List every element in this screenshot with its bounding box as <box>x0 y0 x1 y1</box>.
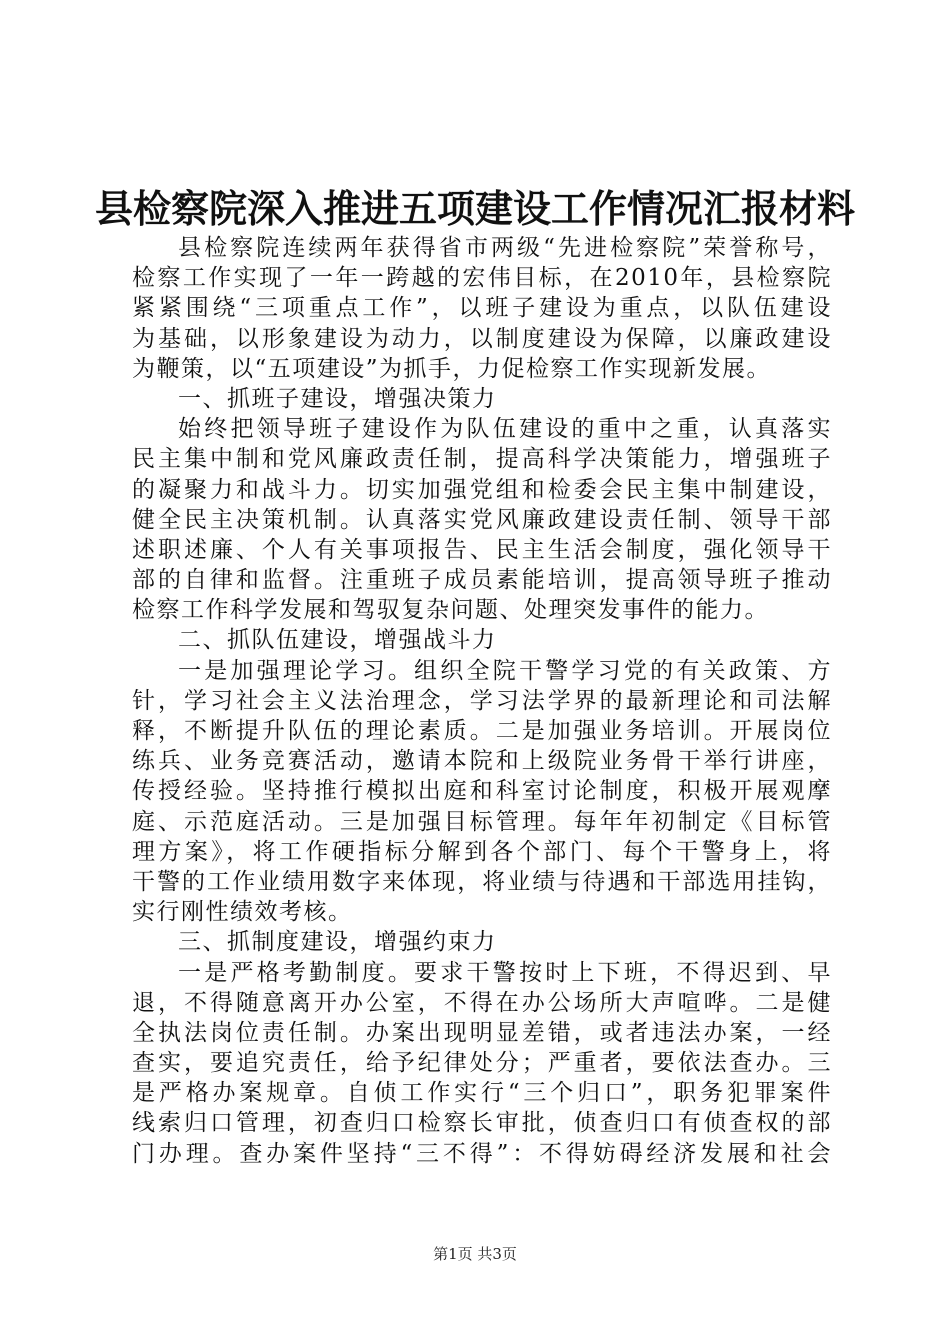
section-heading: 三、抓制度建设，增强约束力 <box>178 929 497 956</box>
text-line: 实行刚性绩效考核。 <box>132 899 353 926</box>
text-line: 为基础，以形象建设为动力，以制度建设为保障，以廉政建设 <box>132 325 832 352</box>
page-footer: 第1页 共3页 <box>433 1245 517 1263</box>
text-line: 检察工作实现了一年一跨越的宏伟目标，在2010年，县检察院 <box>132 265 832 292</box>
text-line: 述职述廉、个人有关事项报告、民主生活会制度，强化领导干 <box>132 536 832 563</box>
text-line: 门办理。查办案件坚持“三不得”：不得妨碍经济发展和社会 <box>132 1140 832 1167</box>
text-line: 干警的工作业绩用数字来体现，将业绩与待遇和干部选用挂钩， <box>132 868 832 895</box>
text-line: 退，不得随意离开办公室，不得在办公场所大声喧哗。二是健 <box>132 989 832 1016</box>
section-heading: 二、抓队伍建设，增强战斗力 <box>178 627 497 654</box>
text-line: 一是严格考勤制度。要求干警按时上下班，不得迟到、早 <box>178 959 832 986</box>
text-line: 庭、示范庭活动。三是加强目标管理。每年年初制定《目标管 <box>132 808 832 835</box>
text-line: 是严格办案规章。自侦工作实行“三个归口”，职务犯罪案件 <box>132 1080 832 1107</box>
text-line: 一是加强理论学习。组织全院干警学习党的有关政策、方 <box>178 657 832 684</box>
text-line: 传授经验。坚持推行模拟出庭和科室讨论制度，积极开展观摩 <box>132 778 832 805</box>
text-line: 民主集中制和党风廉政责任制，提高科学决策能力，增强班子 <box>132 446 832 473</box>
text-line: 线索归口管理，初查归口检察长审批，侦查归口有侦查权的部 <box>132 1110 832 1137</box>
text-line: 查实，要追究责任，给予纪律处分；严重者，要依法查办。三 <box>132 1050 832 1077</box>
text-line: 练兵、业务竞赛活动，邀请本院和上级院业务骨干举行讲座， <box>132 748 832 775</box>
text-line: 县检察院连续两年获得省市两级“先进检察院”荣誉称号， <box>178 235 832 261</box>
text-line: 健全民主决策机制。认真落实党风廉政建设责任制、领导干部 <box>132 506 832 533</box>
text-line: 针，学习社会主义法治理念，学习法学界的最新理论和司法解 <box>132 687 832 714</box>
text-line: 始终把领导班子建设作为队伍建设的重中之重，认真落实 <box>178 416 832 443</box>
document-body <box>132 233 832 1169</box>
text-line: 为鞭策，以“五项建设”为抓手，力促检察工作实现新发展。 <box>132 355 772 382</box>
text-line: 释，不断提升队伍的理论素质。二是加强业务培训。开展岗位 <box>132 718 832 744</box>
text-line: 理方案》，将工作硬指标分解到各个部门、每个干警身上，将 <box>132 838 832 865</box>
text-line: 部的自律和监督。注重班子成员素能培训，提高领导班子推动 <box>132 567 832 594</box>
text-line: 紧紧围绕“三项重点工作”，以班子建设为重点，以队伍建设 <box>132 295 832 322</box>
text-line: 全执法岗位责任制。办案出现明显差错，或者违法办案，一经 <box>132 1019 832 1046</box>
text-line: 的凝聚力和战斗力。切实加强党组和检委会民主集中制建设， <box>132 476 832 503</box>
text-line: 检察工作科学发展和驾驭复杂问题、处理突发事件的能力。 <box>132 597 769 624</box>
document-title: 县检察院深入推进五项建设工作情况汇报材料 <box>94 186 855 231</box>
section-heading: 一、抓班子建设，增强决策力 <box>178 385 497 412</box>
